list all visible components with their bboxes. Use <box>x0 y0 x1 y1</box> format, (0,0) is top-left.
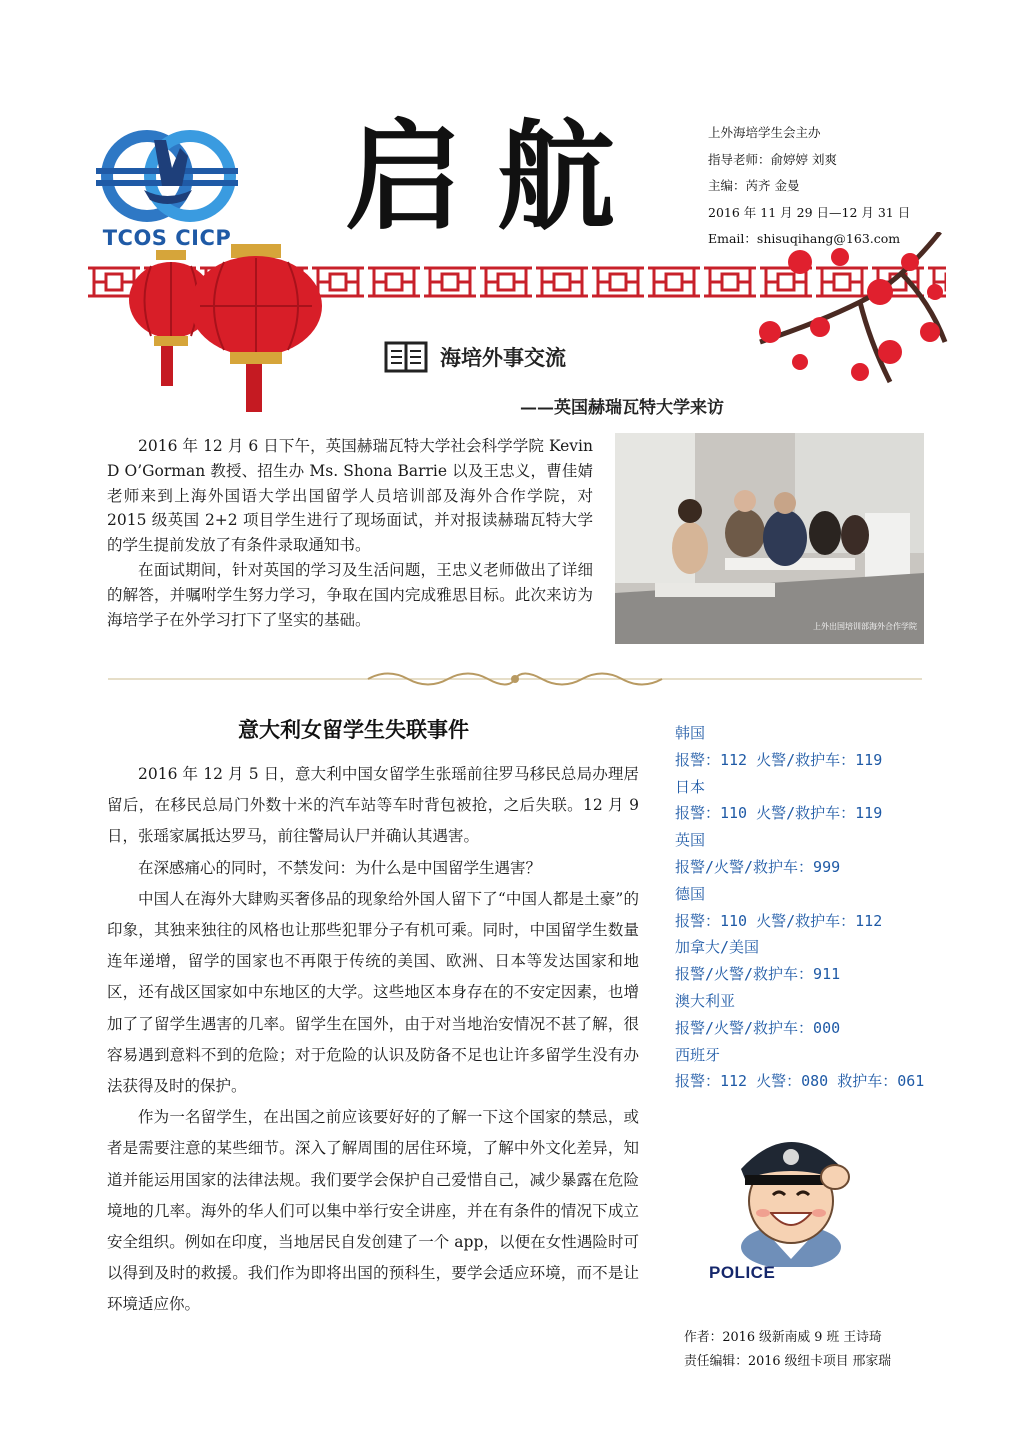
newsletter-title: 启航 <box>345 107 650 246</box>
section2-title: 意大利女留学生失联事件 <box>238 717 469 742</box>
editors: 主编：芮齐 金曼 <box>708 178 800 193</box>
section2-paragraph: 中国人在海外大肆购买奢侈品的现象给外国人留下了“中国人都是土豪”的印象，其独来独往的风格也让那些犯罪分子有机可乘。同时，中国留学生数量连年递增，留学的国家也不再限于传统的美国、欧洲、日本等发达国家和地区，还有战区国家如中东地区的大学。这些地区本身存在的不安定因素，也增加了了留学生遇害的几率。留学生在国外，由于对当地治安情况不甚了解，很容易遇到意料不到的危险；对于危险的认识及防备不足也让许多留学生没有办法获得及时的保护。 <box>107 889 639 1096</box>
section2-paragraph: 在深感痛心的同时，不禁发问：为什么是中国留学生遇害？ <box>138 858 542 877</box>
emergency-number: 报警/火警/救护车：911 <box>675 965 841 984</box>
emergency-number: 报警：110 火警/救护车：112 <box>675 911 883 930</box>
emergency-country: 日本 <box>675 777 706 796</box>
emergency-number: 报警/火警/救护车：000 <box>675 1018 841 1037</box>
emergency-number: 报警：112 火警：080 救护车：061 <box>675 1072 925 1091</box>
book-icon <box>384 341 428 375</box>
contact-email[interactable]: Email：shisuqihang@163.com <box>708 231 901 246</box>
interview-photo <box>615 433 924 644</box>
large-lantern-icon <box>186 244 326 414</box>
section2-paragraph: 作为一名留学生，在出国之前应该要好好的了解一下这个国家的禁忌，或者是需要注意的某些细节。深入了解周围的居住环境，了解中外文化差异，知道并能运用国家的法律法规。我们要学会保护自己爱惜自己，减少暴露在危险境地的几率。海外的华人们可以集中举行安全讲座，并在有条件的情况下成立安全组织。例如在印度，当地居民自发创建了一个 app，以便在女性遇险时可以得到及时的救援。我们作为即将出国的预科生，要学会适应环境，而不是让环境适应你。 <box>107 1108 639 1314</box>
emergency-country: 韩国 <box>675 724 706 742</box>
police-illustration <box>703 1117 879 1292</box>
author: 作者：2016 级新南威 9 班 王诗琦 <box>684 1330 882 1345</box>
emergency-number: 报警/火警/救护车：999 <box>675 857 841 876</box>
ornamental-divider <box>108 666 922 692</box>
police-label: POLICE <box>709 1263 776 1282</box>
logo-emblem-icon <box>92 128 242 228</box>
credits <box>684 1326 891 1374</box>
emergency-number: 报警：110 火警/救护车：119 <box>675 804 883 823</box>
emergency-country: 西班牙 <box>675 1045 721 1064</box>
section2-body <box>107 759 639 1321</box>
emergency-numbers <box>675 720 935 1095</box>
classroom-photo-icon <box>615 433 924 644</box>
section1-paragraph: 在面试期间，针对英国的学习及生活问题，王忠义老师做出了详细的解答，并嘱咐学生努力学习，争取在国内完成雅思目标。此次来访为海培学子在外学习打下了坚实的基础。 <box>107 560 593 629</box>
emergency-country: 澳大利亚 <box>675 991 736 1010</box>
photo-caption: 上外出国培训部海外合作学院 <box>813 622 917 631</box>
advisors: 指导老师：俞婷婷 刘爽 <box>708 151 837 167</box>
emergency-country: 英国 <box>675 831 706 850</box>
police-officer-icon <box>703 1117 879 1267</box>
section1-subtitle: ——英国赫瑞瓦特大学来访 <box>520 398 724 418</box>
emergency-number: 报警：112 火警/救护车：119 <box>675 750 883 769</box>
section1-body <box>107 434 593 632</box>
tcos-logo <box>92 128 242 250</box>
section1-title: 海培外事交流 <box>440 345 566 370</box>
emergency-country: 德国 <box>675 884 706 903</box>
organizer: 上外海培学生会主办 <box>708 125 821 140</box>
section1-paragraph: 2016 年 12 月 6 日下午，英国赫瑞瓦特大学社会科学学院 Kevin D O’Gorman 教授、招生办 Ms. Shona Barrie 以及王忠义，曹佳婧老师来到上海外国语大学出国留学人员培训部及海外合作学院，对 2015 级英国 2+2 项目学生进行了现场面试，并对报读赫瑞瓦特大学的学生提前发放了有条件录取通知书。 <box>107 437 593 555</box>
plum-blossom-icon <box>740 232 950 392</box>
issue-dates: 2016 年 11 月 29 日—12 月 31 日 <box>708 204 911 220</box>
logo-text: TCOS CICP <box>102 226 232 250</box>
emergency-country: 加拿大/美国 <box>675 938 760 957</box>
responsible-editor: 责任编辑：2016 级纽卡项目 邢家瑞 <box>684 1354 892 1369</box>
section2-paragraph: 2016 年 12 月 5 日，意大利中国女留学生张瑶前往罗马移民总局办理居留后，在移民总局门外数十米的汽车站等车时背包被抢，之后失联。12 月 9 日，张瑶家属抵达罗马，前往警局认尸并确认其遇害。 <box>107 765 639 846</box>
